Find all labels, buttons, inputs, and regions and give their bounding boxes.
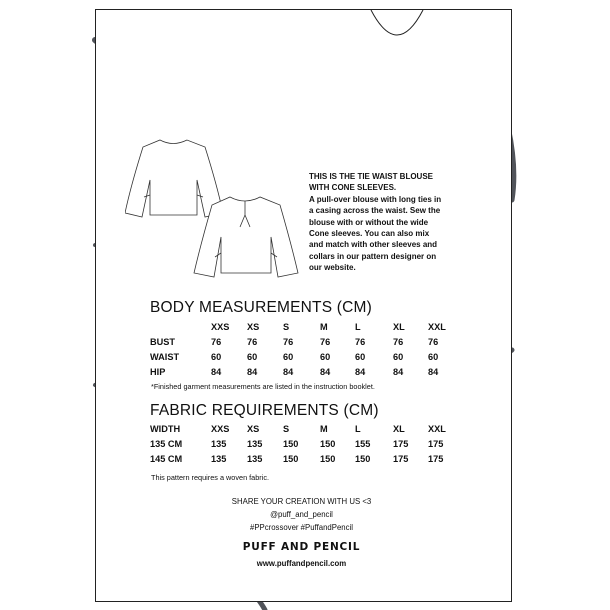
hashtags: #PPcrossover #PuffandPencil [249, 523, 353, 532]
table-cell: 60 [320, 352, 331, 362]
table-cell: 135 [247, 454, 263, 464]
size-header: XXS [211, 322, 230, 332]
table-cell: 135 [247, 439, 263, 449]
table-cell: 84 [283, 367, 294, 377]
fabric-requirements-title: FABRIC REQUIREMENTS (CM) [150, 402, 379, 419]
size-header: XXS [211, 424, 230, 434]
table-cell: 84 [211, 367, 222, 377]
table-cell: 175 [393, 454, 409, 464]
table-cell: 175 [428, 454, 444, 464]
size-header: XXL [428, 322, 446, 332]
table-cell: 76 [211, 337, 222, 347]
body-measurements-title: BODY MEASUREMENTS (CM) [150, 299, 372, 316]
size-header: XL [393, 322, 405, 332]
table-cell: 150 [283, 439, 299, 449]
table-cell: 76 [355, 337, 366, 347]
size-header: S [283, 424, 290, 434]
measurements-note: *Finished garment measurements are listed in the instruction booklet. [151, 382, 375, 391]
row-label: HIP [150, 367, 166, 377]
table-cell: 60 [428, 352, 439, 362]
website-url: www.puffandpencil.com [256, 559, 347, 568]
size-header: XS [247, 424, 260, 434]
row-label: 145 CM [150, 454, 183, 464]
table-cell: 135 [211, 454, 227, 464]
table-cell: 76 [320, 337, 331, 347]
table-cell: 60 [393, 352, 404, 362]
table-cell: 84 [320, 367, 331, 377]
table-cell: 84 [393, 367, 404, 377]
size-header: L [355, 322, 361, 332]
table-cell: 150 [355, 454, 371, 464]
table-cell: 76 [283, 337, 294, 347]
table-cell: 84 [355, 367, 366, 377]
width-header: WIDTH [150, 424, 181, 434]
description-title-line1: THIS IS THE TIE WAIST BLOUSE [309, 172, 434, 181]
size-header: XL [393, 424, 405, 434]
table-cell: 155 [355, 439, 371, 449]
share-heading: SHARE YOUR CREATION WITH US <3 [231, 497, 372, 506]
table-cell: 84 [428, 367, 439, 377]
table-cell: 175 [393, 439, 409, 449]
blouse-illustration [125, 135, 305, 285]
table-cell: 175 [428, 439, 444, 449]
description-line: and match with other sleeves and [309, 240, 438, 250]
pattern-description [309, 171, 479, 274]
description-line: Cone sleeves. You can also mix [309, 229, 430, 239]
fabric-note: This pattern requires a woven fabric. [151, 473, 270, 482]
size-header: XS [247, 322, 260, 332]
description-line: blouse with or without the wide [309, 217, 429, 227]
table-cell: 150 [320, 439, 336, 449]
size-header: M [320, 424, 328, 434]
table-cell: 76 [393, 337, 404, 347]
row-label: WAIST [150, 352, 180, 362]
envelope-notch [369, 9, 425, 44]
row-label: 135 CM [150, 439, 183, 449]
table-cell: 60 [283, 352, 294, 362]
size-header: S [283, 322, 290, 332]
table-cell: 150 [283, 454, 299, 464]
description-line: collars in our pattern designer on [309, 251, 437, 261]
brand-logo: PUFF AND PENCIL [242, 541, 361, 553]
table-cell: 60 [355, 352, 366, 362]
description-title-line2: WITH CONE SLEEVES. [309, 183, 397, 193]
instagram-handle: @puff_and_pencil [270, 510, 333, 519]
table-cell: 135 [211, 439, 227, 449]
description-line: A pull-over blouse with long ties in [309, 194, 442, 204]
table-cell: 76 [247, 337, 258, 347]
table-cell: 150 [320, 454, 336, 464]
table-cell: 60 [247, 352, 258, 362]
size-header: XXL [428, 424, 446, 434]
table-cell: 84 [247, 367, 258, 377]
table-cell: 76 [428, 337, 439, 347]
table-cell: 60 [211, 352, 222, 362]
description-line: our website. [309, 263, 356, 273]
size-header: M [320, 322, 328, 332]
row-label: BUST [150, 337, 176, 347]
description-line: a casing across the waist. Sew the [309, 206, 441, 216]
size-header: L [355, 424, 361, 434]
